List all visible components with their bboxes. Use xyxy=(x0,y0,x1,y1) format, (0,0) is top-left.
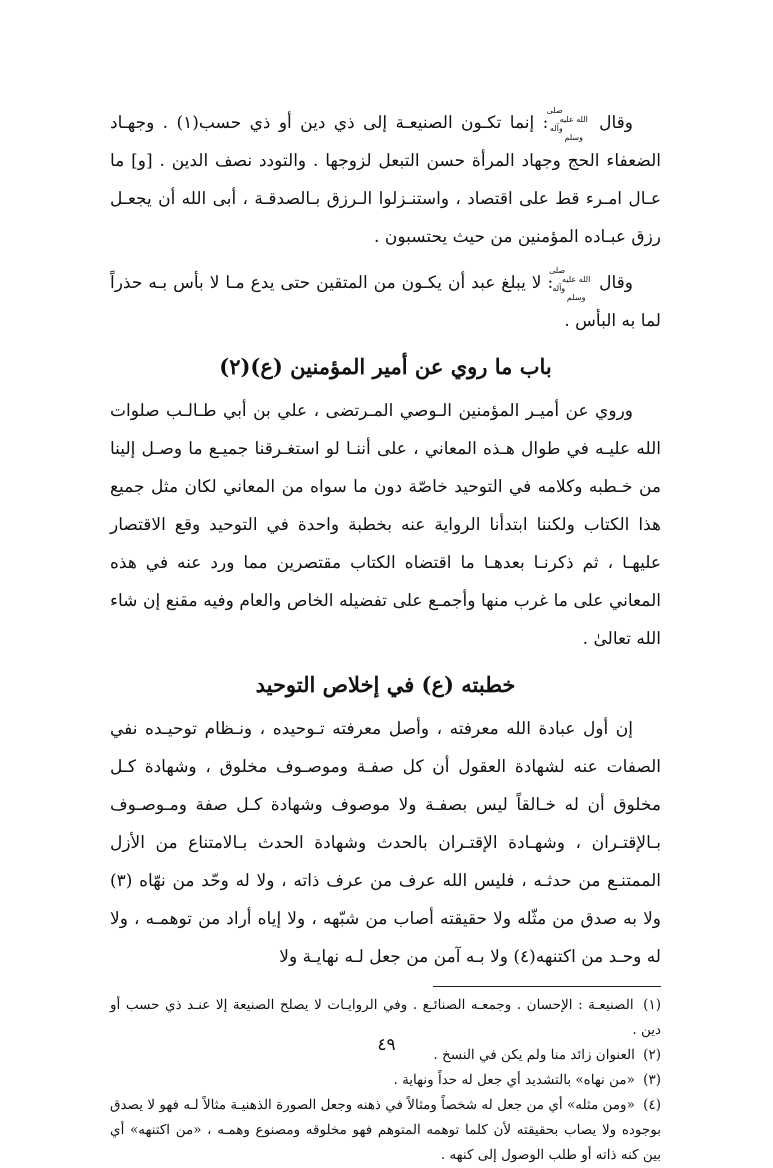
footnote-text: الصنيعـة : الإحسان . وجمعـه الصنائـع . وفي الروايـات لا يصلح الصنيعة إلا عنـد ذي حسب أو دين . xyxy=(110,997,661,1038)
footnote-separator xyxy=(433,986,661,987)
footnote-4 xyxy=(110,1093,661,1168)
paragraph-1-intro: وقال xyxy=(599,113,633,133)
paragraph-2 xyxy=(110,264,661,340)
footnote-number: (٤) xyxy=(643,1097,661,1113)
section-heading-1: باب ما روي عن أمير المؤمنين (ع)(٢) xyxy=(219,354,552,379)
footnote-number: (٣) xyxy=(643,1072,661,1088)
sallallah-top: صلى الله عليه xyxy=(546,105,588,124)
page-number: ٤٩ xyxy=(377,1035,396,1055)
footnote-text: «ومن مثله» أي من جعل له شخصاً ومثالاً في ذهنه وجعل الصورة الذهنيـة مثالاً لـه فهو لا يصدق بوجوده ولا يصاب بحقيقته لأن كلما توهمه المتوهم فهو مخلوقه ومصنوع وهمـه ، «من اكتنهه» أي بين كنه ذاته أو طلب الوصول إلى كنهه . xyxy=(110,1097,661,1163)
footnote-number: (٢) xyxy=(643,1047,661,1063)
footnote-number: (١) xyxy=(643,997,661,1013)
paragraph-1 xyxy=(110,104,661,256)
footnote-text: «من نهاه» بالتشديد أي جعل له حداً ونهاية . xyxy=(393,1072,635,1088)
paragraph-3: وروي عن أميـر المؤمنين الـوصي المـرتضى ، علي بن أبي طـالـب صلوات الله عليـه في طوال هـذه المعاني ، على أننـا لو استغـرقنا جميـع ما وصـل إلينا من خـطبه وكلامه في التوحيد خاصّة دون ما سواه من المعاني لكان مثل جميع هذا الكتاب ولكننا ابتدأنا الرواية عنه بخطبة واحدة في التوحيد وقع الاقتصار عليهـا ، ثم ذكرنـا بعدهـا ما اقتضاه الكتاب مقتصرين مما ورد عنه في هذه المعاني على ما غرب منها وأجمـع على تفضيله الخاص والعام وفيه مقنع إن شاء الله تعالىٰ . xyxy=(110,401,661,649)
sallallah-bottom: وآله وسلم xyxy=(552,283,586,302)
paragraph-4: إن أول عبادة الله معرفته ، وأصل معرفته تـوحيده ، ونـظام توحيـده نفي الصفات عنه لشهادة العقول أن كل صفـة وموصـوف مخلوق ، وشهادة كـل مخلوق أن له خـالقاً ليس بصفـة ولا موصوف وشهادة كـل صفة ومـوصـوف بـالإقتـران ، وشهـادة الإقتـران بالحدث وشهادة الحدث بـالامتناع من الأزل الممتنـع من حدثـه ، فليس الله عرف من عرف ذاته ، ولا له وحّد من نهّاه (٣) ولا به صدق من مثّله ولا حقيقته أصاب من شبّهه ، ولا إياه أراد من توهمـه ، ولا له وحـد من اكتنهه(٤) ولا بـه آمن من جعل لـه نهايـة ولا xyxy=(110,719,661,967)
paragraph-2-intro: وقال xyxy=(599,273,634,293)
footnote-3 xyxy=(110,1068,661,1093)
sallallah-symbol xyxy=(549,265,593,302)
paragraph-2-body: : لا يبلغ عبد أن يكـون من المتقين حتى يدع مـا لا بأس بـه حذراً لما به البأس . xyxy=(110,273,661,331)
footnote-text: العنوان زائد منا ولم يكن في النسخ . xyxy=(433,1047,635,1063)
sallallah-symbol xyxy=(546,105,591,142)
paragraph-1-body: : إنما تكـون الصنيعـة إلى ذي دين أو ذي حسب(١) . وجهـاد الضعفاء الحج وجهاد المرأة حسن التبعل لزوجها . والتودد نصف الدين . [و] ما عـال امـرء قط على اقتصاد ، واستنـزلوا الـرزق بـالصدقـة ، أبى الله أن يجعـل رزق عبـاده المؤمنين من حيث يحتسبون . xyxy=(110,113,661,247)
sallallah-bottom: وآله وسلم xyxy=(549,123,583,142)
section-heading-2: خطبته (ع) في إخلاص التوحيد xyxy=(255,672,516,697)
footnotes xyxy=(110,993,661,1168)
sallallah-top: صلى الله عليه xyxy=(549,265,591,284)
